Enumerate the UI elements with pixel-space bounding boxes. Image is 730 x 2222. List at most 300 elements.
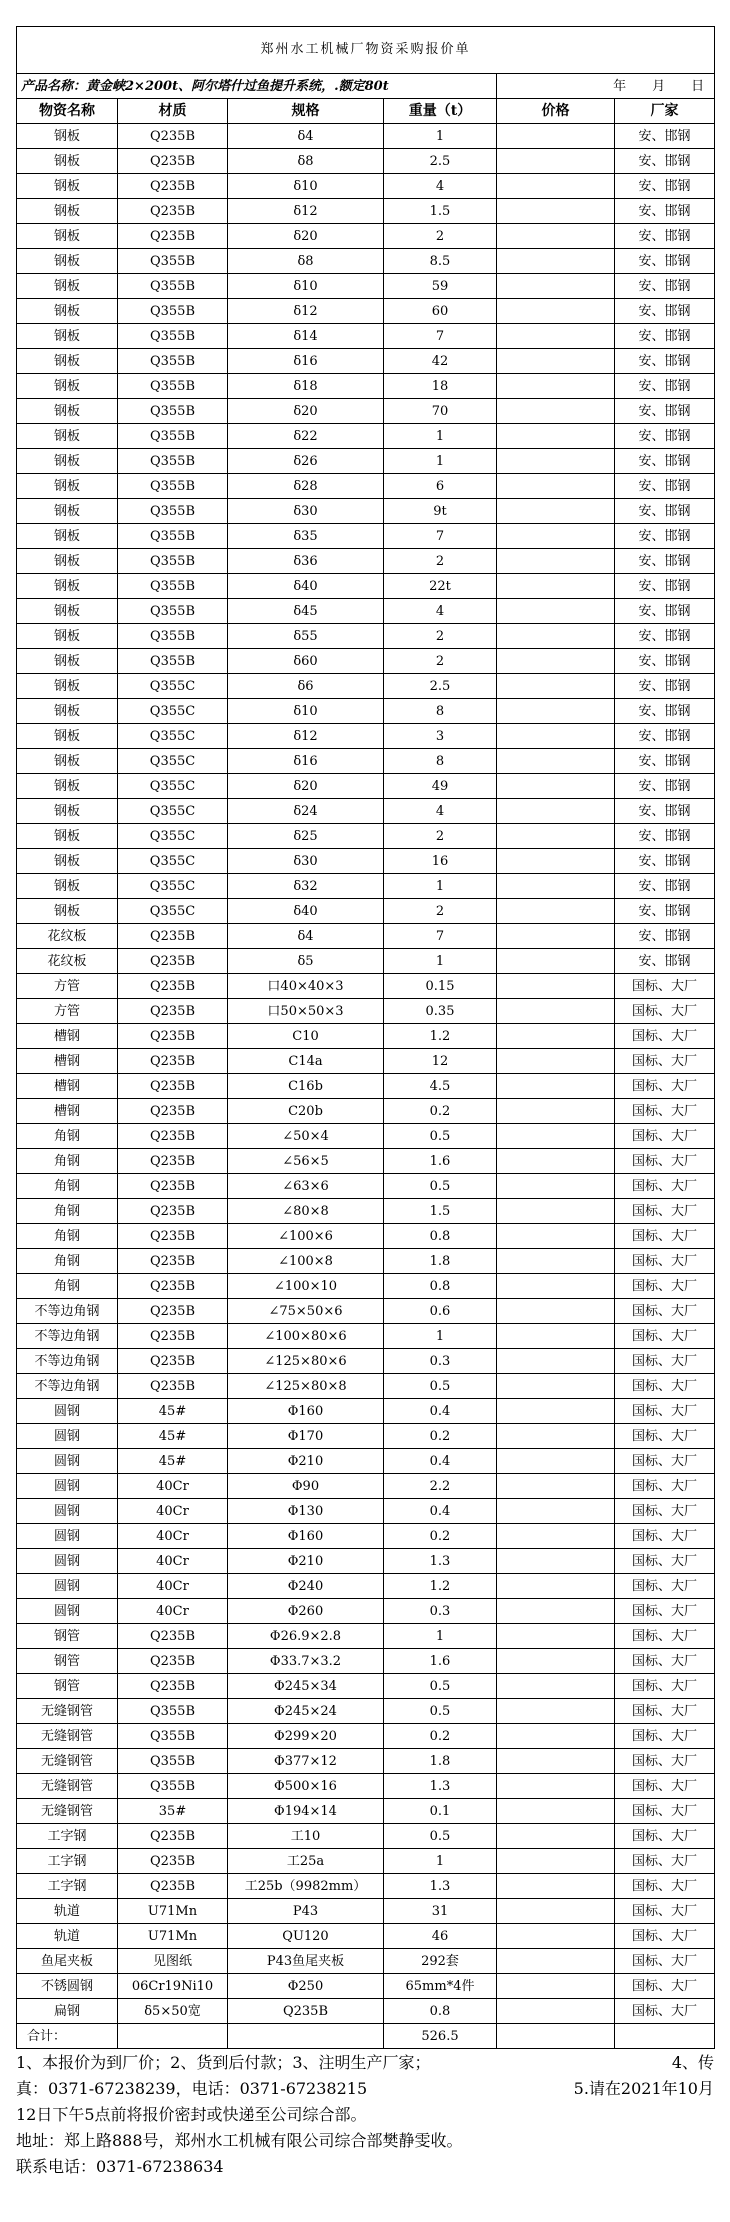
cell-manufacturer: 安、邯钢 [615,899,715,924]
cell-manufacturer: 国标、大厂 [615,1249,715,1274]
cell-manufacturer: 国标、大厂 [615,1974,715,1999]
note-line-3: 12日下午5点前将报价密封或快递至公司综合部。 [16,2105,367,2124]
cell-price [497,174,615,199]
cell-weight: 2 [384,224,497,249]
cell-manufacturer: 安、邯钢 [615,874,715,899]
cell-material: Q355B [118,274,228,299]
cell-name: 钢板 [17,749,118,774]
cell-material: Q355B [118,524,228,549]
table-row [17,1174,715,1199]
cell-price [497,424,615,449]
cell-material: 40Cr [118,1524,228,1549]
cell-manufacturer: 国标、大厂 [615,1399,715,1424]
cell-spec: ∠75×50×6 [228,1299,384,1324]
cell-manufacturer: 国标、大厂 [615,1599,715,1624]
cell-price [497,1949,615,1974]
cell-manufacturer: 安、邯钢 [615,599,715,624]
cell-weight: 46 [384,1924,497,1949]
cell-weight: 0.8 [384,1999,497,2024]
cell-weight: 1 [384,874,497,899]
cell-price [497,224,615,249]
total-price-empty [497,2024,615,2049]
cell-price [497,1649,615,1674]
cell-spec: ∠80×8 [228,1199,384,1224]
cell-price [497,1224,615,1249]
cell-weight: 0.2 [384,1724,497,1749]
cell-weight: 1 [384,424,497,449]
header-name: 物资名称 [17,99,118,124]
cell-manufacturer: 国标、大厂 [615,1274,715,1299]
note-line-5: 联系电话：0371-67238634 [16,2157,224,2176]
cell-weight: 7 [384,324,497,349]
cell-name: 工字钢 [17,1824,118,1849]
cell-name: 钢管 [17,1624,118,1649]
cell-manufacturer: 国标、大厂 [615,1774,715,1799]
cell-weight: 1.2 [384,1574,497,1599]
cell-weight: 0.8 [384,1274,497,1299]
table-row [17,324,715,349]
cell-manufacturer: 国标、大厂 [615,999,715,1024]
cell-name: 方管 [17,974,118,999]
cell-material: Q235B [118,199,228,224]
cell-manufacturer: 安、邯钢 [615,824,715,849]
cell-price [497,874,615,899]
cell-price [497,1074,615,1099]
cell-manufacturer: 国标、大厂 [615,1024,715,1049]
cell-material: 见图纸 [118,1949,228,1974]
cell-material: Q235B [118,1349,228,1374]
cell-name: 花纹板 [17,924,118,949]
cell-name: 钢板 [17,524,118,549]
cell-manufacturer: 国标、大厂 [615,1374,715,1399]
cell-manufacturer: 国标、大厂 [615,1324,715,1349]
cell-spec: Φ299×20 [228,1724,384,1749]
table-row [17,1299,715,1324]
cell-spec: δ5 [228,949,384,974]
cell-weight: 4.5 [384,1074,497,1099]
cell-manufacturer: 安、邯钢 [615,849,715,874]
total-spec-empty [228,2024,384,2049]
cell-weight: 1.8 [384,1749,497,1774]
cell-weight: 1.8 [384,1249,497,1274]
cell-spec: δ60 [228,649,384,674]
cell-material: U71Mn [118,1924,228,1949]
cell-name: 钢管 [17,1674,118,1699]
cell-name: 无缝钢管 [17,1774,118,1799]
cell-material: Q355B [118,324,228,349]
cell-price [497,349,615,374]
cell-price [497,949,615,974]
cell-price [497,299,615,324]
table-row [17,1724,715,1749]
table-row [17,524,715,549]
cell-material: Q235B [118,999,228,1024]
cell-price [497,1424,615,1449]
table-row [17,1774,715,1799]
cell-material: Q355C [118,749,228,774]
cell-material: Q355B [118,449,228,474]
cell-weight: 65mm*4件 [384,1974,497,1999]
cell-weight: 2.5 [384,674,497,699]
cell-material: 45# [118,1449,228,1474]
cell-material: Q235B [118,1024,228,1049]
table-row [17,1399,715,1424]
cell-name: 不等边角钢 [17,1324,118,1349]
quotation-table [16,26,715,2049]
cell-spec: Φ160 [228,1399,384,1424]
table-row [17,1874,715,1899]
cell-material: Q235B [118,949,228,974]
cell-manufacturer: 国标、大厂 [615,1724,715,1749]
cell-weight: 0.2 [384,1424,497,1449]
table-row [17,199,715,224]
cell-name: 钢板 [17,374,118,399]
cell-manufacturer: 国标、大厂 [615,1099,715,1124]
cell-material: Q355B [118,399,228,424]
cell-price [497,1674,615,1699]
cell-manufacturer: 安、邯钢 [615,749,715,774]
cell-spec: P43鱼尾夹板 [228,1949,384,1974]
table-row [17,224,715,249]
cell-price [497,824,615,849]
cell-material: Q355B [118,499,228,524]
cell-price [497,399,615,424]
cell-price [497,1799,615,1824]
cell-name: 不等边角钢 [17,1299,118,1324]
cell-name: 钢板 [17,449,118,474]
cell-material: Q355B [118,1699,228,1724]
cell-material: Q235B [118,174,228,199]
cell-material: Q235B [118,1374,228,1399]
cell-name: 钢板 [17,874,118,899]
cell-spec: ∠50×4 [228,1124,384,1149]
table-row [17,399,715,424]
cell-material: Q355B [118,624,228,649]
cell-material: Q355C [118,674,228,699]
cell-name: 钢板 [17,649,118,674]
cell-spec: 口40×40×3 [228,974,384,999]
table-row [17,774,715,799]
cell-material: Q355B [118,574,228,599]
cell-weight: 1.3 [384,1549,497,1574]
cell-price [497,699,615,724]
cell-spec: Φ33.7×3.2 [228,1649,384,1674]
cell-weight: 4 [384,799,497,824]
table-row [17,1974,715,1999]
cell-name: 工字钢 [17,1849,118,1874]
cell-name: 角钢 [17,1149,118,1174]
table-row [17,249,715,274]
cell-weight: 0.3 [384,1349,497,1374]
cell-price [497,124,615,149]
cell-spec: 工10 [228,1824,384,1849]
cell-material: Q355B [118,424,228,449]
table-row [17,1149,715,1174]
cell-price [497,1124,615,1149]
cell-spec: Φ130 [228,1499,384,1524]
cell-weight: 0.5 [384,1699,497,1724]
cell-price [497,199,615,224]
cell-weight: 0.4 [384,1399,497,1424]
cell-material: 06Cr19Ni10 [118,1974,228,1999]
cell-name: 钢板 [17,899,118,924]
page-title: 郑州水工机械厂物资采购报价单 [17,27,715,74]
cell-manufacturer: 国标、大厂 [615,1649,715,1674]
cell-material: 40Cr [118,1499,228,1524]
table-row [17,1899,715,1924]
header-price: 价格 [497,99,615,124]
cell-name: 轨道 [17,1924,118,1949]
cell-material: Q355C [118,799,228,824]
cell-material: Q235B [118,1249,228,1274]
cell-spec: δ18 [228,374,384,399]
cell-weight: 7 [384,924,497,949]
cell-spec: Φ240 [228,1574,384,1599]
cell-manufacturer: 国标、大厂 [615,1999,715,2024]
cell-manufacturer: 安、邯钢 [615,424,715,449]
cell-spec: δ16 [228,349,384,374]
table-row [17,1374,715,1399]
cell-price [497,549,615,574]
cell-name: 钢板 [17,224,118,249]
cell-spec: δ20 [228,399,384,424]
cell-name: 钢板 [17,674,118,699]
cell-price [497,1449,615,1474]
cell-price [497,1049,615,1074]
cell-weight: 42 [384,349,497,374]
cell-material: Q355C [118,774,228,799]
cell-spec: ∠63×6 [228,1174,384,1199]
cell-weight: 16 [384,849,497,874]
cell-weight: 22t [384,574,497,599]
cell-manufacturer: 安、邯钢 [615,774,715,799]
cell-material: 45# [118,1424,228,1449]
cell-manufacturer: 国标、大厂 [615,1949,715,1974]
cell-weight: 2.5 [384,149,497,174]
table-row [17,1124,715,1149]
note-line-1-right: 4、传 [671,2053,714,2072]
table-row [17,1924,715,1949]
cell-spec: δ26 [228,449,384,474]
cell-price [497,1374,615,1399]
cell-spec: δ55 [228,624,384,649]
cell-manufacturer: 国标、大厂 [615,1874,715,1899]
quotation-sheet [16,26,714,2049]
cell-material: Q355B [118,549,228,574]
cell-spec: Φ245×34 [228,1674,384,1699]
cell-price [497,149,615,174]
cell-name: 钢板 [17,574,118,599]
cell-manufacturer: 安、邯钢 [615,224,715,249]
cell-name: 钢板 [17,424,118,449]
cell-weight: 8.5 [384,249,497,274]
cell-spec: C16b [228,1074,384,1099]
cell-weight: 0.6 [384,1299,497,1324]
cell-name: 角钢 [17,1224,118,1249]
cell-material: 40Cr [118,1574,228,1599]
cell-material: Q235B [118,1099,228,1124]
cell-material: Q355C [118,699,228,724]
table-row [17,874,715,899]
cell-price [497,774,615,799]
cell-material: Q235B [118,1049,228,1074]
cell-name: 钢板 [17,549,118,574]
cell-name: 钢板 [17,799,118,824]
cell-weight: 0.2 [384,1524,497,1549]
cell-spec: δ10 [228,699,384,724]
table-row [17,1274,715,1299]
cell-name: 鱼尾夹板 [17,1949,118,1974]
note-line-2-left: 真：0371-67238239，电话：0371-67238215 [16,2079,368,2098]
cell-name: 钢板 [17,174,118,199]
cell-name: 圆钢 [17,1599,118,1624]
table-row [17,149,715,174]
cell-manufacturer: 安、邯钢 [615,724,715,749]
cell-manufacturer: 安、邯钢 [615,299,715,324]
cell-weight: 2.2 [384,1474,497,1499]
cell-price [497,899,615,924]
cell-weight: 9t [384,499,497,524]
cell-material: Q355C [118,874,228,899]
cell-material: Q235B [118,124,228,149]
table-row [17,1324,715,1349]
cell-spec: δ10 [228,274,384,299]
cell-price [497,524,615,549]
cell-weight: 1.6 [384,1149,497,1174]
cell-material: Q235B [118,1224,228,1249]
cell-weight: 292套 [384,1949,497,1974]
cell-spec: δ12 [228,724,384,749]
cell-material: 40Cr [118,1474,228,1499]
cell-price [497,1924,615,1949]
cell-spec: Φ170 [228,1424,384,1449]
cell-spec: Φ90 [228,1474,384,1499]
cell-name: 钢板 [17,324,118,349]
cell-manufacturer: 国标、大厂 [615,1499,715,1524]
cell-manufacturer: 国标、大厂 [615,1824,715,1849]
cell-price [497,1849,615,1874]
cell-price [497,749,615,774]
cell-material: Q235B [118,1299,228,1324]
cell-spec: δ28 [228,474,384,499]
cell-weight: 12 [384,1049,497,1074]
cell-material: Q235B [118,1849,228,1874]
table-row [17,1824,715,1849]
table-row [17,1699,715,1724]
cell-weight: 59 [384,274,497,299]
cell-price [497,499,615,524]
cell-weight: 2 [384,899,497,924]
cell-weight: 1 [384,1324,497,1349]
cell-name: 花纹板 [17,949,118,974]
cell-weight: 2 [384,624,497,649]
cell-name: 圆钢 [17,1549,118,1574]
cell-name: 圆钢 [17,1574,118,1599]
cell-weight: 2 [384,549,497,574]
cell-spec: ∠125×80×8 [228,1374,384,1399]
cell-name: 不等边角钢 [17,1349,118,1374]
cell-weight: 0.1 [384,1799,497,1824]
cell-weight: 3 [384,724,497,749]
cell-price [497,324,615,349]
cell-price [497,1499,615,1524]
cell-spec: P43 [228,1899,384,1924]
cell-price [497,599,615,624]
cell-spec: δ40 [228,899,384,924]
cell-price [497,374,615,399]
cell-spec: Q235B [228,1999,384,2024]
cell-material: Q235B [118,1824,228,1849]
cell-material: Q235B [118,1074,228,1099]
cell-price [497,999,615,1024]
cell-spec: δ25 [228,824,384,849]
cell-spec: Φ250 [228,1974,384,1999]
cell-weight: 0.5 [384,1124,497,1149]
cell-spec: Φ377×12 [228,1749,384,1774]
cell-material: Q235B [118,924,228,949]
table-row [17,1424,715,1449]
cell-name: 圆钢 [17,1474,118,1499]
cell-spec: δ8 [228,249,384,274]
table-row [17,899,715,924]
cell-weight: 0.4 [384,1499,497,1524]
cell-spec: Φ245×24 [228,1699,384,1724]
cell-weight: 18 [384,374,497,399]
table-row [17,1499,715,1524]
cell-weight: 1.6 [384,1649,497,1674]
cell-name: 角钢 [17,1124,118,1149]
cell-spec: δ40 [228,574,384,599]
table-row [17,1099,715,1124]
cell-weight: 1 [384,949,497,974]
cell-name: 不锈圆钢 [17,1974,118,1999]
cell-manufacturer: 国标、大厂 [615,1574,715,1599]
cell-spec: QU120 [228,1924,384,1949]
cell-spec: 工25a [228,1849,384,1874]
table-row [17,424,715,449]
cell-name: 钢板 [17,624,118,649]
cell-material: Q355B [118,1749,228,1774]
cell-weight: 1.5 [384,1199,497,1224]
cell-name: 角钢 [17,1249,118,1274]
cell-weight: 31 [384,1899,497,1924]
cell-name: 圆钢 [17,1399,118,1424]
cell-manufacturer: 安、邯钢 [615,474,715,499]
total-value: 526.5 [384,2024,497,2049]
cell-spec: Φ194×14 [228,1799,384,1824]
table-row [17,474,715,499]
cell-spec: C20b [228,1099,384,1124]
table-row [17,1849,715,1874]
cell-manufacturer: 安、邯钢 [615,699,715,724]
cell-spec: δ45 [228,599,384,624]
cell-spec: Φ26.9×2.8 [228,1624,384,1649]
cell-spec: Φ210 [228,1449,384,1474]
cell-name: 角钢 [17,1174,118,1199]
cell-name: 圆钢 [17,1424,118,1449]
cell-weight: 1.3 [384,1874,497,1899]
note-line-2 [16,2076,714,2102]
note-line-1 [16,2050,714,2076]
cell-name: 轨道 [17,1899,118,1924]
cell-manufacturer: 国标、大厂 [615,974,715,999]
cell-manufacturer: 安、邯钢 [615,324,715,349]
cell-weight: 1.5 [384,199,497,224]
cell-manufacturer: 国标、大厂 [615,1549,715,1574]
cell-material: Q355B [118,249,228,274]
cell-material: Q355B [118,299,228,324]
cell-spec: ∠100×6 [228,1224,384,1249]
